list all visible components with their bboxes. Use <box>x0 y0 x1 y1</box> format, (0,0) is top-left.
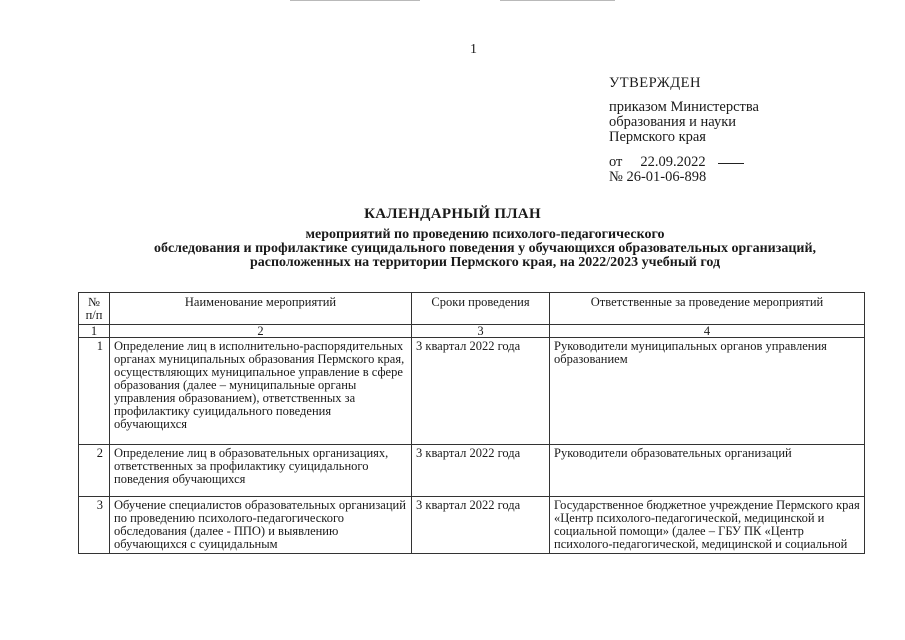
table-row <box>79 445 865 497</box>
activity-name: Обучение специалистов образовательных организаций по проведению психолого-педагогического обследования (далее - ППО) и выявлению обучающихся с суицидальным <box>110 497 412 554</box>
approval-line: приказом Министерства <box>609 99 759 115</box>
activity-name: Определение лиц в исполнительно-распорядительных органах муниципальных образования Пермского края, осуществляющих муниципальное управление в сфере образования (далее – муниципальные органы управления образованием), ответственных за профилактику суицидального поведения обучающихся <box>110 338 412 445</box>
approval-line: Пермского края <box>609 129 706 145</box>
document-title: КАЛЕНДАРНЫЙ ПЛАН <box>364 206 541 222</box>
approval-line: образования и науки <box>609 114 737 130</box>
approval-date-row <box>609 155 759 170</box>
scan-edge-line <box>500 0 615 1</box>
subtitle-line: обследования и профилактике суицидального поведения у обучающихся образовательных организаций, <box>153 241 817 256</box>
approval-block <box>609 76 759 185</box>
header-num: № п/п <box>79 293 110 325</box>
activity-responsible: Руководители муниципальных органов управления образованием <box>550 338 865 445</box>
activity-period: 3 квартал 2022 года <box>412 338 550 445</box>
table-row <box>79 338 865 445</box>
column-index-row <box>79 325 865 338</box>
scan-edge-line <box>290 0 420 1</box>
column-index: 1 <box>79 325 110 338</box>
page-number: 1 <box>470 42 477 57</box>
activity-responsible: Государственное бюджетное учреждение Пермского края «Центр психолого-педагогической, медицинской и социальной помощи» (далее – ГБУ ПК «Центр психолого-педагогической, медицинской и социальной <box>550 497 865 554</box>
header-period: Сроки проведения <box>412 293 550 325</box>
header-name: Наименование мероприятий <box>110 293 412 325</box>
column-index: 4 <box>550 325 865 338</box>
column-index: 2 <box>110 325 412 338</box>
activity-period: 3 квартал 2022 года <box>412 445 550 497</box>
date-underline <box>718 163 744 164</box>
row-number: 2 <box>79 445 110 497</box>
subtitle-line: расположенных на территории Пермского края, на 2022/2023 учебный год <box>249 255 721 270</box>
activity-period: 3 квартал 2022 года <box>412 497 550 554</box>
subtitle-line: мероприятий по проведению психолого-педагогического <box>305 227 665 242</box>
column-index: 3 <box>412 325 550 338</box>
approval-title: УТВЕРЖДЕН <box>609 75 701 91</box>
table-row <box>79 497 865 554</box>
activity-name: Определение лиц в образовательных организациях, ответственных за профилактику суицидального поведения обучающихся <box>110 445 412 497</box>
document-subtitle <box>75 228 895 270</box>
header-responsible: Ответственные за проведение мероприятий <box>550 293 865 325</box>
date-prefix: от <box>609 154 623 170</box>
plan-table <box>78 292 865 554</box>
table-header-row <box>79 293 865 325</box>
approval-number: № 26-01-06-898 <box>609 169 707 185</box>
activity-responsible: Руководители образовательных организаций <box>550 445 865 497</box>
approval-date: 22.09.2022 <box>640 154 706 170</box>
row-number: 3 <box>79 497 110 554</box>
row-number: 1 <box>79 338 110 445</box>
